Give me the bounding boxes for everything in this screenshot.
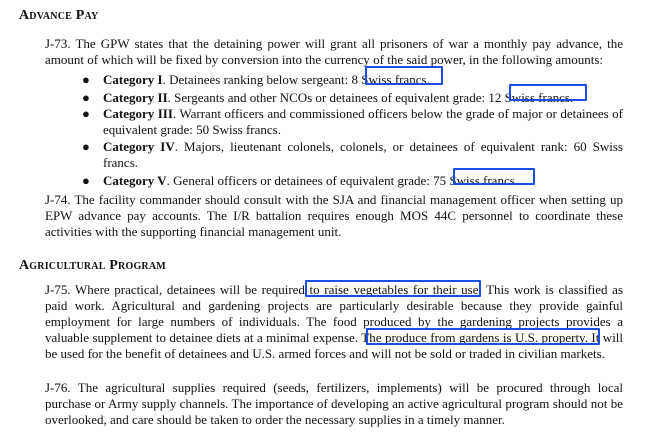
category-item: [45, 173, 623, 189]
category-label: Category I: [103, 72, 163, 87]
category-label: Category III: [103, 106, 173, 121]
paragraph-text-highlight: The produce from gardens is U.S. property.: [361, 330, 588, 345]
section-heading-agricultural-program: [19, 258, 166, 274]
highlight-box: [366, 328, 600, 345]
category-label: Category V: [103, 173, 167, 188]
paragraph-j76: [45, 380, 623, 428]
category-text: . Sergeants and other NCOs or detainees of equivalent grade: 12 Swiss francs.: [167, 90, 574, 105]
bullet-icon: ●: [82, 173, 90, 188]
category-label: Category II: [103, 90, 168, 105]
paragraph-text: It will be used for the benefit of detainees and U.S. armed forces and will not be sold or traded in civilian markets.: [45, 330, 624, 361]
paragraph-j73: [45, 36, 623, 68]
bullet-icon: ●: [82, 139, 90, 154]
highlight-box: [365, 66, 443, 85]
bullet-icon: ●: [82, 72, 90, 87]
category-text: . Majors, lieutenant colonels, colonels, or detainees of equivalent rank: 60 Swiss francs.: [103, 139, 623, 170]
paragraph-text: The facility commander should consult with the SJA and financial management officer when setting up EPW advance pay accounts. The I/R battalion requires enough MOS 44C personnel to coordinate these activities with the supporting financial management unit.: [45, 192, 623, 239]
paragraph-number: J-75.: [45, 282, 71, 297]
section-heading-advance-pay: [19, 8, 98, 24]
paragraph-number: J-73.: [45, 36, 71, 51]
highlight-box: [305, 280, 481, 297]
section-title: Advance Pay: [19, 8, 99, 23]
category-text: . Warrant officers and commissioned officers below the grade of major or detainees of equivalent grade: 50 Swiss francs.: [103, 106, 623, 137]
paragraph-number: J-76.: [45, 380, 71, 395]
paragraph-number: J-74.: [45, 192, 71, 207]
bullet-icon: ●: [82, 90, 90, 105]
paragraph-text: Where practical, detainees will be required to raise vegetables for their use. This work is classified as paid work. Agricultural and gardening projects are particularly desirable because they provide gainful employment for large numbers of individuals. The food produced by the gardening projects provides a valuable supplement to detainee diets at a minimal expense.: [45, 282, 624, 345]
section-title: Agricultural Program: [19, 258, 166, 273]
bullet-icon: ●: [82, 106, 90, 121]
paragraph-j74: [45, 192, 623, 240]
category-item: [45, 139, 623, 171]
paragraph-text: The agricultural supplies required (seeds, fertilizers, implements) will be procured through local purchase or Army supply channels. The importance of developing an active agricultural program should not be overlooked, and care should be taken to order the necessary supplies in a timely manner.: [45, 380, 624, 427]
highlight-box: [453, 168, 535, 185]
category-item: [45, 106, 623, 138]
category-label: Category IV: [103, 139, 175, 154]
category-text: . Detainees ranking below sergeant: 8 Swiss francs.: [162, 72, 430, 87]
paragraph-text: The GPW states that the detaining power will grant all prisoners of war a monthly pay advance, the amount of which will be fixed by conversion into the currency of the said power, in the following amounts:: [45, 36, 623, 67]
highlight-box: [509, 84, 587, 101]
category-text: . General officers or detainees of equivalent grade: 75 Swiss francs.: [166, 173, 519, 188]
